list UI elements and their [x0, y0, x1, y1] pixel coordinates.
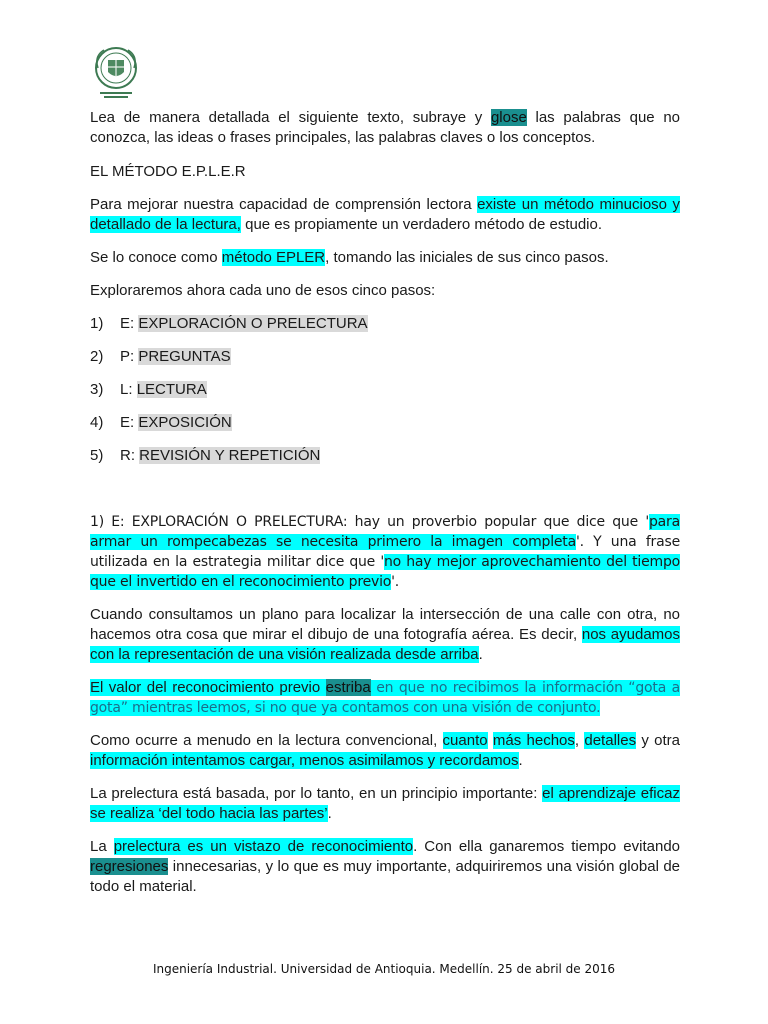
highlight: cuanto	[442, 732, 488, 749]
text: . Con ella ganaremos tiempo evitando	[413, 838, 680, 855]
step-letter: R:	[120, 447, 140, 464]
text: y otra	[636, 732, 681, 749]
intro-text: Lea de manera detallada el siguiente texto, subraye y	[90, 109, 491, 126]
paragraph	[90, 731, 680, 771]
step-label: EXPLORACIÓN O PRELECTURA	[138, 315, 368, 332]
text: que es propiamente un verdadero método de estudio.	[240, 216, 603, 233]
step-letter: E:	[120, 315, 139, 332]
university-seal-icon	[88, 44, 144, 106]
highlight: detalles	[584, 732, 637, 749]
highlight-word: estriba	[325, 679, 371, 696]
list-item	[90, 413, 680, 433]
list-item	[90, 380, 680, 400]
highlight-word: glose	[490, 109, 527, 126]
paragraph	[90, 248, 680, 268]
highlight: en que no recibimos la información “gota a gota” mientras leemos, si no que ya contamos con una visión de conjunto.	[90, 680, 680, 716]
step-letter: E:	[120, 414, 139, 431]
step-label: REVISIÓN Y REPETICIÓN	[139, 447, 321, 464]
highlight: prelectura es un vistazo de reconocimiento	[113, 838, 414, 855]
list-number: 3)	[90, 381, 104, 398]
highlight: información intentamos cargar, menos asimilamos y recordamos	[90, 752, 519, 769]
text: .	[518, 752, 523, 769]
text: innecesarias, y lo que es muy importante, adquiriremos una visión global de todo el material.	[90, 858, 680, 895]
text: 1) E: EXPLORACIÓN O PRELECTURA: hay un proverbio popular que dice que '	[90, 514, 649, 530]
highlight: nos ayudamos con la representación de una visión realizada desde arriba	[90, 626, 681, 663]
highlight: existe un método minucioso y detallado de la lectura,	[90, 196, 681, 233]
paragraph: Exploraremos ahora cada uno de esos cinco pasos:	[90, 282, 436, 299]
highlight: El valor del reconocimiento previo	[90, 679, 326, 696]
page-footer: Ingeniería Industrial. Universidad de Antioquia. Medellín. 25 de abril de 2016	[152, 962, 616, 976]
paragraph	[90, 678, 680, 718]
highlight: no hay mejor aprovechamiento del tiempo que el invertido en el reconocimiento previo	[90, 554, 681, 590]
paragraph	[90, 195, 680, 235]
highlight: método EPLER	[221, 249, 326, 266]
text: Cuando consultamos un plano para localizar la intersección de una calle con otra, no hacemos otra cosa que mirar el dibujo de una fotografía aérea. Es decir,	[90, 606, 680, 643]
text: La	[90, 838, 114, 855]
highlight: el aprendizaje eficaz se realiza ‘del todo hacia las partes’	[90, 785, 680, 822]
text: Para mejorar nuestra capacidad de comprensión lectora	[90, 196, 478, 213]
list-item	[90, 446, 680, 466]
paragraph	[90, 784, 680, 824]
list-number: 2)	[90, 348, 104, 365]
text: .	[327, 805, 332, 822]
step-label: PREGUNTAS	[138, 348, 231, 365]
text: '.	[391, 574, 400, 590]
step-letter: P:	[120, 348, 139, 365]
highlight-word: regresiones	[90, 858, 169, 875]
intro-paragraph	[90, 108, 680, 148]
paragraph	[90, 837, 680, 897]
step-label: EXPOSICIÓN	[138, 414, 232, 431]
step-label: LECTURA	[136, 381, 207, 398]
text: ,	[574, 732, 585, 749]
text: '. Y una frase utilizada en la estrategia militar dice que '	[90, 534, 680, 570]
highlight: más hechos	[492, 732, 575, 749]
list-number: 5)	[90, 447, 104, 464]
section-heading: EL MÉTODO E.P.L.E.R	[90, 163, 246, 180]
paragraph	[90, 605, 680, 665]
list-item	[90, 347, 680, 367]
section-1-paragraph	[90, 512, 680, 592]
list-number: 4)	[90, 414, 104, 431]
list-item	[90, 314, 680, 334]
text: , tomando las iniciales de sus cinco pasos.	[325, 249, 609, 266]
text: Como ocurre a menudo en la lectura convencional,	[90, 732, 443, 749]
document-body	[90, 108, 680, 897]
step-letter: L:	[120, 381, 137, 398]
text: Se lo conoce como	[90, 249, 222, 266]
text: .	[478, 646, 483, 663]
highlight: para armar un rompecabezas se necesita primero la imagen completa	[90, 514, 680, 550]
list-number: 1)	[90, 315, 104, 332]
text: La prelectura está basada, por lo tanto, en un principio importante:	[90, 785, 543, 802]
intro-text: las palabras que no conozca, las ideas o frases principales, las palabras claves o los conceptos.	[90, 109, 680, 146]
steps-list	[90, 314, 680, 466]
